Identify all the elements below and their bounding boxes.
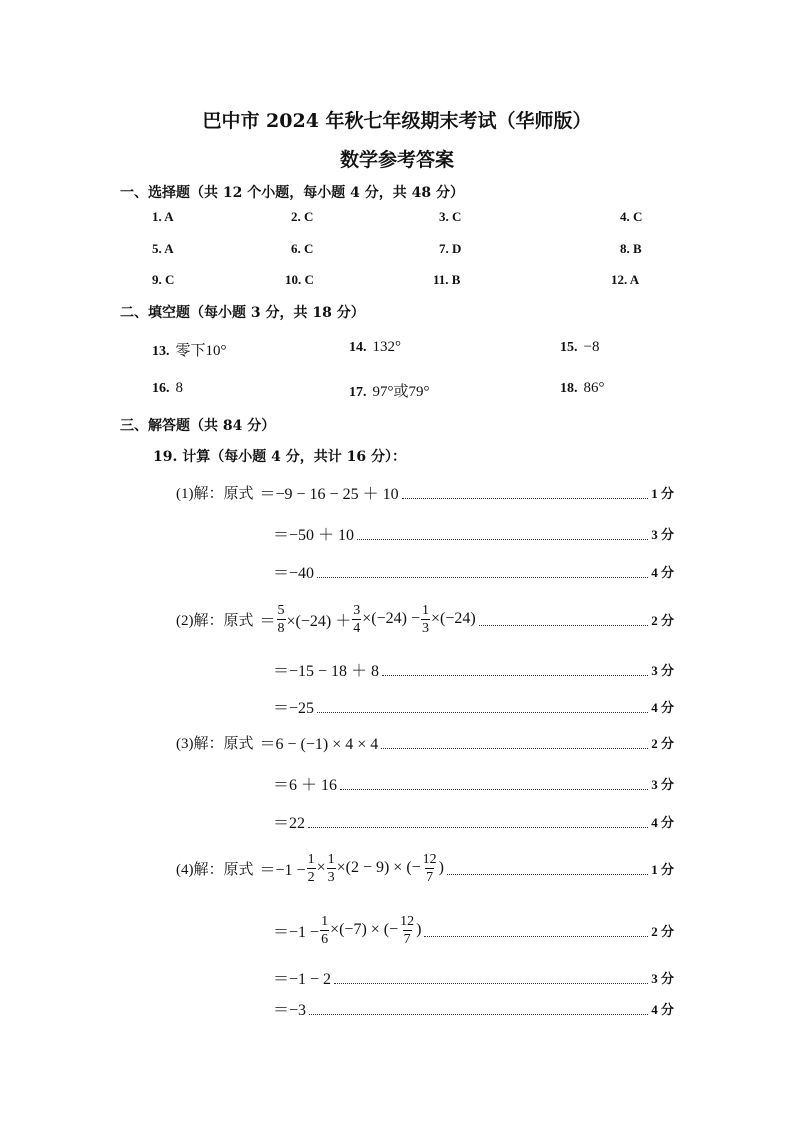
section-3-heading: 三、解答题（共 84 分） [120, 418, 276, 434]
numerator: 1 [327, 851, 335, 867]
math-expression: ＝−3 [273, 1001, 307, 1019]
mc-answer: 2. C [291, 209, 314, 224]
fill-number: 15. [560, 340, 578, 355]
score-mark: 4 分 [651, 699, 674, 715]
score-mark: 1 分 [651, 861, 674, 877]
math-expression: ＝−25 [273, 699, 315, 717]
fill-item [152, 339, 227, 360]
denominator: 8 [277, 620, 285, 636]
math-expression: ＝−1 − 2 [273, 970, 332, 988]
score-mark: 4 分 [651, 814, 674, 830]
dot-leader [317, 712, 648, 713]
fill-answer: 97°或79° [372, 384, 430, 400]
fill-number: 16. [152, 381, 170, 396]
score-mark: 3 分 [651, 970, 674, 986]
score-mark: 4 分 [651, 564, 674, 580]
denominator: 3 [421, 620, 429, 636]
mc-answer: 1. A [152, 209, 174, 224]
solution-line [273, 806, 674, 836]
dot-leader [447, 874, 648, 875]
part-label: (1)解：原式 [176, 485, 254, 502]
math-expression: ) [438, 859, 444, 876]
fill-item [349, 380, 430, 401]
solution-line [273, 911, 674, 949]
mc-answer: 8. B [620, 241, 642, 256]
fill-answer: 132° [372, 339, 401, 355]
dot-leader [334, 983, 648, 984]
solution-line [273, 768, 674, 798]
math-expression: ＝−9 − 16 − 25 ＋ 10 [259, 485, 399, 503]
math-expression: ×(−24) [430, 610, 476, 627]
math-expression: ＝−1 − [273, 923, 320, 941]
solution-line [273, 556, 674, 586]
dot-leader [340, 789, 648, 790]
math-expression: ×(−7) × (− [330, 921, 399, 938]
score-mark: 3 分 [651, 526, 674, 542]
dot-leader [357, 539, 648, 540]
fill-number: 14. [349, 340, 367, 355]
fraction [307, 851, 316, 886]
math-expression: ＝−50 ＋ 10 [273, 526, 355, 544]
math-expression: ＝−15 − 18 ＋ 8 [273, 662, 380, 680]
fraction [320, 913, 329, 948]
fill-item [560, 380, 605, 397]
fill-number: 17. [349, 385, 367, 400]
math-expression: ＝6 − (−1) × 4 × 4 [259, 735, 379, 753]
solution-line [273, 654, 674, 684]
math-expression: ＝22 [273, 814, 306, 832]
dot-leader [317, 577, 648, 578]
score-mark: 2 分 [651, 612, 674, 628]
math-expression: ＝−40 [273, 564, 315, 582]
part-label: (2)解：原式 [176, 612, 254, 629]
numerator: 1 [307, 851, 315, 867]
fraction [399, 913, 415, 948]
solution-line [273, 993, 674, 1023]
mc-answer: 6. C [291, 241, 314, 256]
denominator: 6 [321, 931, 329, 947]
section-2-heading: 二、填空题（每小题 3 分，共 18 分） [120, 305, 365, 321]
numerator: 1 [421, 602, 429, 618]
fill-item [152, 380, 183, 397]
math-expression: ＝−1 − [259, 861, 306, 879]
fill-answer: 零下10° [175, 343, 227, 359]
math-expression: ×(2 − 9) × (− [336, 859, 421, 876]
numerator: 12 [422, 851, 437, 867]
score-mark: 2 分 [651, 735, 674, 751]
math-expression: ×(−24) − [362, 610, 420, 627]
part-label: (4)解：原式 [176, 861, 254, 878]
mc-answer: 9. C [152, 272, 175, 287]
solution-line [176, 727, 674, 757]
part-label: (3)解：原式 [176, 735, 254, 752]
denominator: 7 [403, 931, 411, 947]
numerator: 5 [277, 602, 285, 618]
fill-item [349, 339, 401, 356]
fraction [327, 851, 336, 886]
fill-number: 13. [152, 344, 170, 359]
solution-line [176, 601, 674, 637]
solution-line [273, 962, 674, 992]
solution-line [273, 691, 674, 721]
fill-number: 18. [560, 381, 578, 396]
fill-answer: 86° [583, 380, 605, 396]
numerator: 3 [353, 602, 361, 618]
solution-line [273, 518, 674, 548]
score-mark: 1 分 [651, 485, 674, 501]
denominator: 2 [307, 869, 315, 885]
score-mark: 3 分 [651, 662, 674, 678]
dot-leader [402, 498, 649, 499]
mc-answer: 4. C [620, 209, 643, 224]
fill-item [560, 339, 599, 356]
dot-leader [382, 675, 648, 676]
math-expression: ) [416, 921, 422, 938]
math-expression: ＝6 ＋ 16 [273, 776, 338, 794]
numerator: 12 [400, 913, 415, 929]
fraction [422, 851, 438, 886]
denominator: 3 [327, 869, 335, 885]
mc-answer: 5. A [152, 241, 174, 256]
denominator: 4 [353, 620, 361, 636]
mc-answer: 12. A [611, 272, 640, 287]
score-mark: 4 分 [651, 1001, 674, 1017]
question-19-heading: 19. 计算（每小题 4 分，共计 16 分）： [153, 449, 406, 465]
solution-line [176, 849, 674, 887]
numerator: 1 [321, 913, 329, 929]
section-1-heading: 一、选择题（共 12 个小题，每小题 4 分，共 48 分） [120, 185, 464, 201]
mc-answer: 3. C [439, 209, 462, 224]
math-expression: ×(−24) ＋ [286, 612, 352, 630]
mc-answer: 10. C [285, 272, 314, 287]
fraction [421, 602, 430, 637]
denominator: 7 [426, 869, 434, 885]
mc-answer: 11. B [433, 272, 461, 287]
math-expression: × [316, 859, 326, 876]
page-title: 巴中市 2024 年秋七年级期末考试（华师版） [202, 110, 592, 132]
mc-answer: 7. D [439, 241, 462, 256]
solution-line [176, 477, 674, 507]
fill-answer: −8 [583, 339, 600, 355]
dot-leader [424, 936, 648, 937]
page-subtitle: 数学参考答案 [339, 149, 454, 171]
dot-leader [309, 1014, 648, 1015]
fraction [352, 602, 361, 637]
dot-leader [308, 827, 648, 828]
math-expression: ＝ [259, 612, 276, 630]
dot-leader [479, 625, 649, 626]
score-mark: 2 分 [651, 923, 674, 939]
fill-answer: 8 [175, 380, 183, 396]
fraction [277, 602, 286, 637]
score-mark: 3 分 [651, 776, 674, 792]
dot-leader [381, 748, 648, 749]
